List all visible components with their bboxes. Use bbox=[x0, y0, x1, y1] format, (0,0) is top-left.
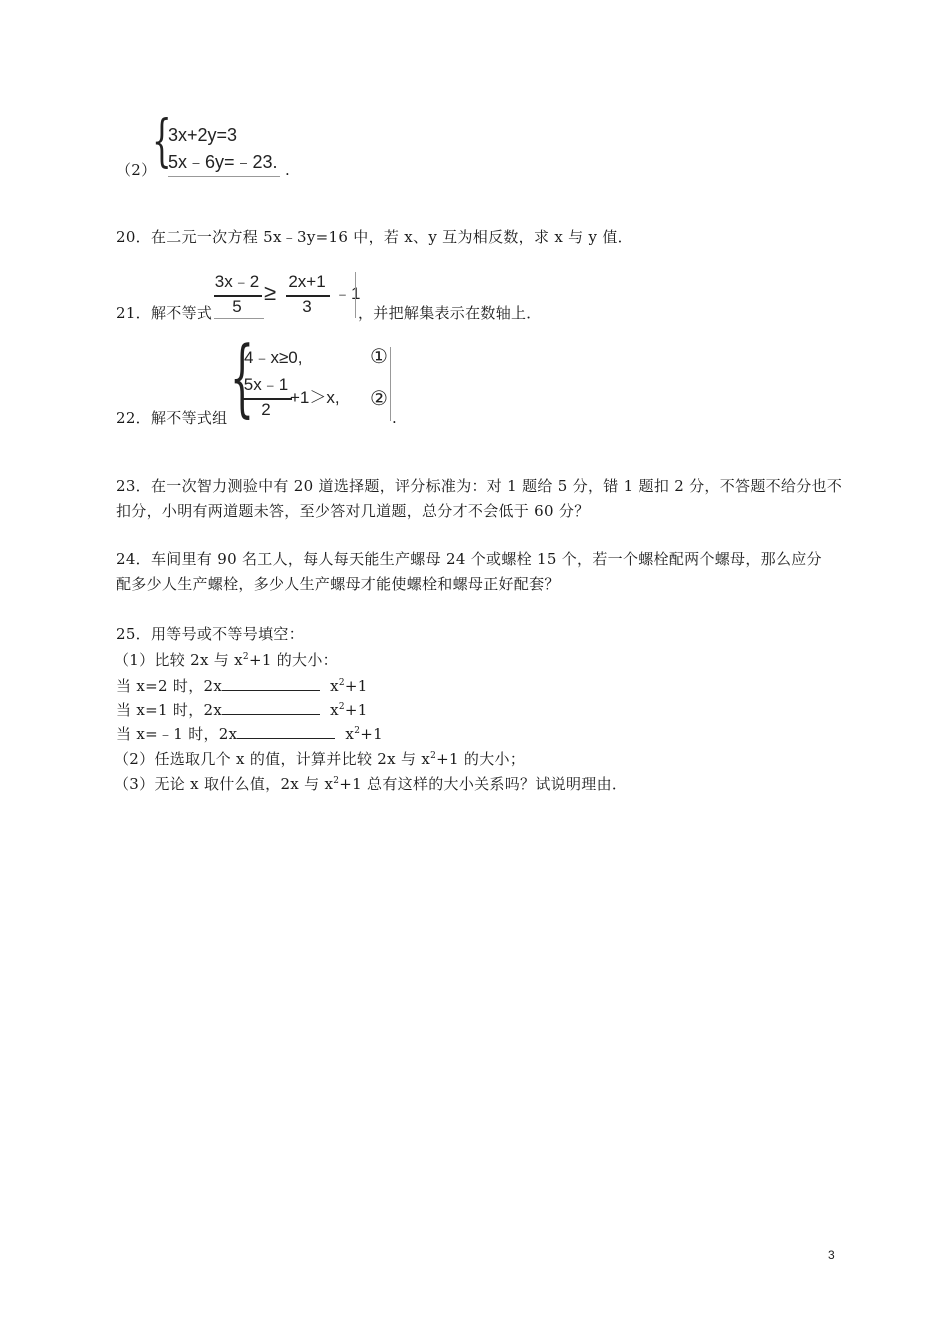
q21-suffix: ，并把解集表示在数轴上． bbox=[358, 304, 542, 322]
equation-image-q19 bbox=[150, 109, 282, 178]
page-number: 3 bbox=[828, 1248, 835, 1262]
q25-title: 25．用等号或不等号填空： bbox=[116, 625, 304, 643]
q24-line-2: 配多少人生产螺栓，多少人生产螺母才能使螺栓和螺母正好配套？ bbox=[116, 575, 560, 593]
q19-part2-period: . bbox=[285, 161, 291, 179]
image-edge-right bbox=[355, 272, 356, 318]
fraction-numerator: 5x﹣1 bbox=[243, 375, 289, 394]
left-brace-icon: { bbox=[230, 328, 255, 426]
inequality-1: 4﹣x≥0, bbox=[244, 348, 303, 367]
image-edge-right bbox=[390, 347, 391, 421]
q25-part2: （2）任选取几个 x 的值，计算并比较 2x 与 $x^2+1$ 的大小； bbox=[114, 750, 526, 768]
fraction-2-denominator: 3 bbox=[302, 297, 312, 316]
inequality-system-image-q22 bbox=[230, 328, 392, 426]
inequality-2-tail: +1＞x, bbox=[290, 388, 340, 407]
q25-row-2: 当 x=1 时，2x $x^2+1$ bbox=[116, 701, 368, 719]
left-brace-icon: { bbox=[152, 109, 172, 174]
fraction-1-numerator: 3x﹣2 bbox=[214, 272, 260, 291]
q25-part1: （1）比较 2x 与 $x^2+1$ 的大小： bbox=[114, 651, 338, 669]
relation-symbol: ≥ bbox=[264, 280, 277, 305]
q21-prefix: 21．解不等式 bbox=[116, 304, 213, 322]
q23-line-1: 23．在一次智力测验中有 20 道选择题，评分标准为：对 1 题给 5 分，错 1 题扣 2 分，不答题不给分也不 bbox=[116, 477, 843, 495]
fraction-1-denominator: 5 bbox=[232, 297, 242, 316]
answer-blank-1[interactable] bbox=[222, 676, 320, 691]
q19-part2-label: （2） bbox=[116, 161, 157, 179]
question-20: 20．在二元一次方程 5x﹣3y=16 中，若 x、y 互为相反数，求 x 与 y 值． bbox=[116, 228, 633, 246]
q23-line-2: 扣分，小明有两道题未答，至少答对几道题，总分才不会低于 60 分？ bbox=[116, 502, 590, 520]
answer-blank-2[interactable] bbox=[222, 700, 320, 715]
q22-prefix: 22．解不等式组 bbox=[116, 409, 228, 427]
q22-period: . bbox=[392, 409, 398, 427]
fraction-denominator: 2 bbox=[261, 400, 271, 419]
q25-row-1: 当 x=2 时，2x $x^2+1$ bbox=[116, 677, 368, 695]
image-edge-bottom bbox=[214, 318, 264, 319]
q25-part3: （3）无论 x 取什么值，2x 与 $x^2+1$ 总有这样的大小关系吗？试说明理由． bbox=[114, 775, 628, 793]
inequality-image-q21 bbox=[212, 270, 361, 320]
equation-line-1: 3x+2y=3 bbox=[168, 125, 238, 145]
circled-number-1: ① bbox=[370, 346, 388, 368]
q24-line-1: 24．车间里有 90 名工人，每人每天能生产螺母 24 个或螺栓 15 个，若一个螺栓配两个螺母，那么应分 bbox=[116, 550, 822, 568]
tail-term: ﹣1 bbox=[334, 284, 361, 303]
q25-row-3: 当 x=﹣1 时，2x $x^2+1$ bbox=[116, 725, 383, 743]
equation-line-2: 5x﹣6y=﹣23. bbox=[168, 152, 278, 172]
circled-number-2: ② bbox=[370, 388, 388, 410]
fraction-2-numerator: 2x+1 bbox=[288, 272, 326, 291]
answer-blank-3[interactable] bbox=[237, 724, 335, 739]
image-edge bbox=[168, 176, 280, 177]
